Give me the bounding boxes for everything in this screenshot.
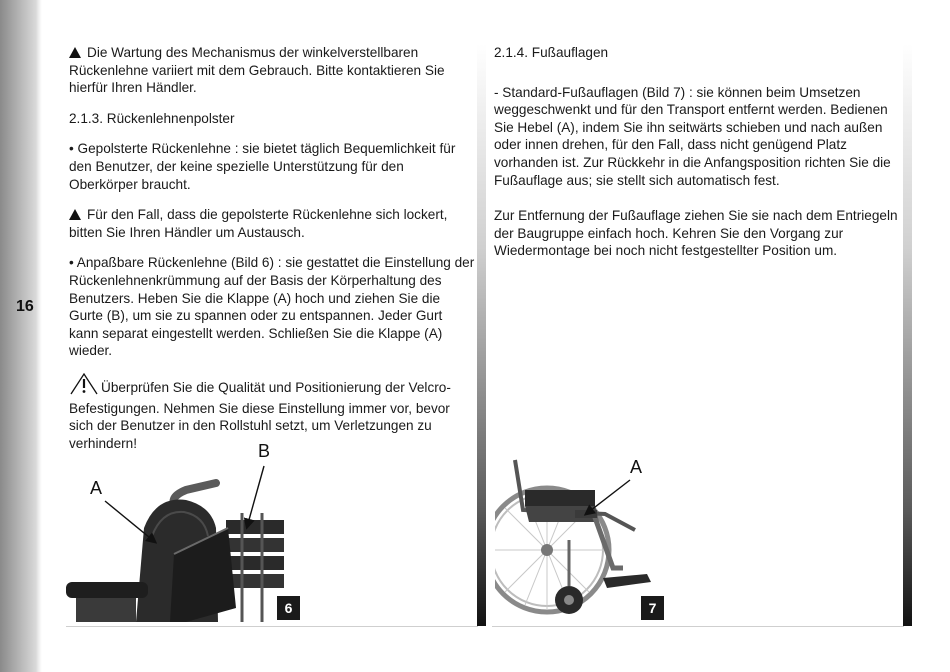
page-margin-band — [0, 0, 42, 672]
section-heading-backrest-padding: 2.1.3. Rückenlehnenpolster — [69, 110, 235, 126]
figure-6-number-badge: 6 — [277, 596, 300, 620]
triangle-bullet-icon — [69, 209, 81, 220]
left-column-shadow — [477, 44, 486, 626]
triangle-bullet-icon — [69, 47, 81, 58]
section-heading-footrests: 2.1.4. Fußauflagen — [494, 45, 609, 60]
warning-exclamation-icon — [69, 373, 99, 400]
page-number: 16 — [16, 298, 34, 315]
right-column-shadow — [903, 44, 912, 626]
loosening-text: Für den Fall, dass die gepolsterte Rückenlehne sich lockert, bitten Sie Ihren Händler um Austausch. — [69, 207, 448, 240]
paragraph-standard-footrests: - Standard-Fußauflagen (Bild 7) : sie können beim Umsetzen weggeschwenkt und für den Transport entfernt werden. Bedienen Sie Hebel (A), indem Sie ihn seitwärts schieben und nach außen oder innen drehen, für den Fall, dass nicht genügend Platz vorhanden ist. Zur Rückkehr in die Anfangsposition richten Sie die Fußauflage aus; sie stellt sich automatisch fest. — [494, 84, 891, 188]
figure-7-label-a: A — [630, 457, 643, 477]
figure-6-label-a: A — [90, 478, 103, 498]
left-column — [69, 44, 475, 465]
left-column-bottom-rule — [66, 626, 478, 627]
right-column — [494, 44, 899, 273]
paragraph-loosening — [69, 206, 475, 241]
velcro-warning-text: Überprüfen Sie die Qualität und Positionierung der Velcro-Befestigungen. Nehmen Sie diese Einstellung immer vor, bevor sich der Benutzer in den Rollstuhl setzt, um Verletzungen zu verhindern! — [69, 379, 451, 451]
paragraph-padded-backrest: • Gepolsterte Rückenlehne : sie bietet täglich Bequemlichkeit für den Benutzer, der keine spezielle Unterstützung für den Oberkörper braucht. — [69, 141, 456, 192]
paragraph-maintenance — [69, 44, 475, 97]
figure-6-label-b: B — [258, 441, 271, 461]
right-column-bottom-rule — [492, 626, 904, 627]
paragraph-adjustable-backrest: • Anpaßbare Rückenlehne (Bild 6) : sie gestattet die Einstellung der Rückenlehnenkrümmung auf der Basis der Körperhaltung des Benutzers. Heben Sie die Klappe (A) hoch und ziehen Sie die Gurte (B), um sie zu spannen oder zu entspannen. Jeder Gurt kann separat eingestellt werden. Schließen Sie die Klappe (A) wieder. — [69, 255, 475, 359]
maintenance-text: Die Wartung des Mechanismus der winkelverstellbaren Rückenlehne variiert mit dem Gebrauch. Bitte kontaktieren Sie hierfür Ihren Händler. — [69, 45, 445, 96]
figure-7-number-badge: 7 — [641, 596, 664, 620]
paragraph-footrest-removal: Zur Entfernung der Fußauflage ziehen Sie sie nach dem Entriegeln der Baugruppe einfach hoch. Kehren Sie den Vorgang zur Wiedermontage bei noch nicht festgestellter Position um. — [494, 208, 898, 259]
paragraph-velcro-warning — [69, 373, 475, 452]
